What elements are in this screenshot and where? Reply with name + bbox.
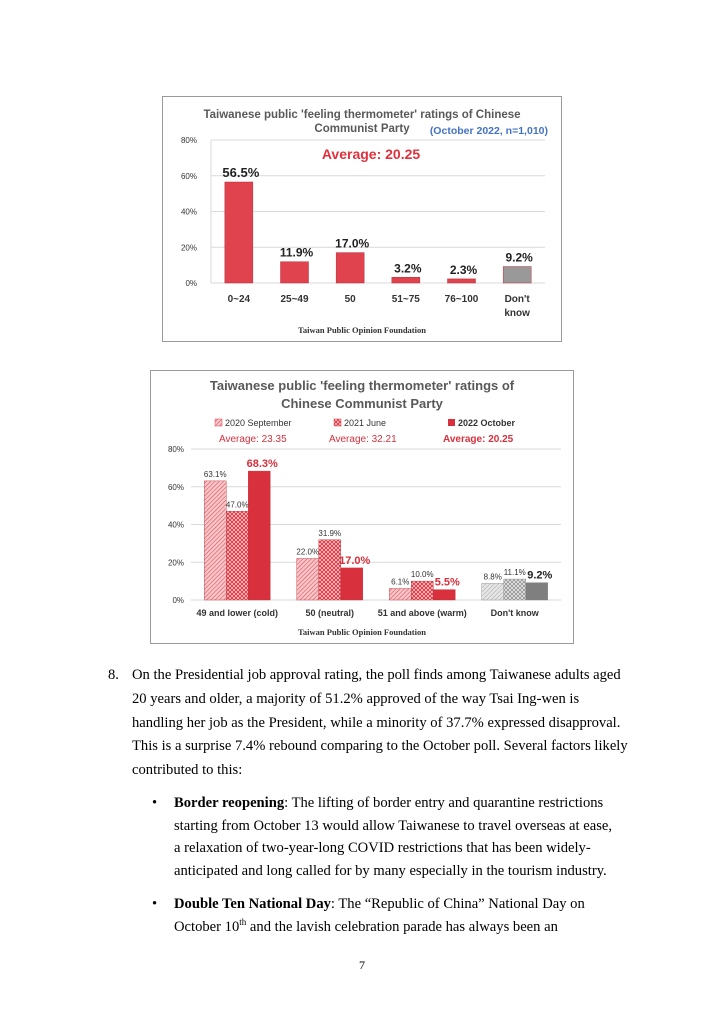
bar	[411, 581, 433, 600]
data-label: 6.1%	[391, 577, 410, 587]
legend-average-2022: Average: 20.25	[443, 434, 514, 445]
y-tick-label: 60%	[167, 482, 184, 492]
bullet-text: : The “Republic of China” National Day on October 10	[174, 896, 585, 935]
bar	[482, 583, 504, 600]
chart-2-svg	[151, 371, 573, 643]
legend-label-2022: 2022 October	[458, 418, 516, 428]
bullet-dot: •	[152, 795, 158, 811]
y-tick-label: 80%	[167, 445, 184, 454]
x-tick-label: 51 and above (warm)	[377, 608, 467, 618]
x-tick-label: know	[504, 308, 530, 319]
chart-2-y-axis	[168, 445, 184, 605]
chart-1-average-annotation: Average: 20.25	[321, 146, 421, 162]
bar	[503, 267, 531, 283]
bar	[341, 568, 363, 600]
legend-swatch-2021	[334, 419, 341, 426]
bar	[392, 277, 420, 283]
bar	[226, 511, 248, 600]
legend-average-2020: Average: 23.35	[219, 434, 287, 445]
bullet-title: Border reopening	[174, 795, 285, 811]
chart-2-x-axis	[196, 608, 539, 618]
bullet-text-continued: and the lavish celebration parade has always been an	[246, 918, 558, 935]
bar	[433, 590, 455, 600]
numbered-item-8	[108, 664, 628, 783]
x-tick-label: 25~49	[280, 294, 309, 305]
data-label: 17.0%	[335, 236, 370, 251]
bar	[225, 182, 253, 283]
x-tick-label: 50	[344, 294, 356, 305]
item-number: 8.	[108, 667, 119, 683]
data-label: 11.9%	[279, 245, 314, 260]
bar	[204, 481, 226, 600]
data-label: 9.2%	[527, 569, 553, 582]
item-8-paragraph: On the Presidential job approval rating, the poll finds among Taiwanese adults aged 20 years and older, a majority of 51.2% approved of the way Tsai Ing-wen is handling her job as the President, while a minority of 37.7% expressed disapproval. This is a surprise 7.4% rebound comparing to the October poll. Several factors likely contributed to this:	[132, 667, 628, 779]
bar	[281, 262, 309, 283]
x-tick-label: 49 and lower (cold)	[196, 608, 279, 618]
data-label: 22.0%	[296, 547, 320, 557]
data-label: 10.0%	[410, 570, 434, 580]
chart-1-source: Taiwan Public Opinion Foundation	[298, 325, 426, 335]
chart-1-title-line2: Communist Party	[314, 123, 410, 135]
data-label: 17.0%	[339, 554, 371, 567]
bar	[319, 540, 341, 600]
page-number: 7	[359, 958, 365, 972]
y-tick-label: 20%	[167, 558, 184, 568]
data-label: 68.3%	[246, 458, 278, 471]
bar	[526, 583, 548, 600]
chart-2-source: Taiwan Public Opinion Foundation	[298, 627, 426, 637]
x-tick-label: 0~24	[227, 294, 251, 305]
chart-1-y-axis	[181, 136, 197, 288]
bar	[297, 558, 319, 600]
data-label: 11.1%	[503, 568, 526, 578]
legend-swatch-2022	[448, 419, 455, 426]
legend-label-2020: 2020 September	[225, 418, 292, 428]
bar	[504, 579, 526, 600]
y-tick-label: 20%	[180, 243, 197, 253]
y-tick-label: 80%	[180, 136, 197, 145]
bar	[389, 588, 411, 600]
bullet-title: Double Ten National Day	[174, 896, 331, 912]
x-tick-label: 76~100	[444, 294, 479, 305]
bullet-text: : The lifting of border entry and quarantine restrictions starting from October 13 would allow Taiwanese to travel overseas at ease, a relaxation of two-year-long COVID restrictions that has been widely-anticipated and long called for by many especially in the tourism industry.	[174, 795, 612, 879]
bullet-superscript: th	[239, 916, 247, 927]
bar	[248, 471, 270, 600]
chart-1-svg	[163, 97, 561, 341]
bullet-item-border-reopening	[152, 792, 622, 882]
data-label: 3.2%	[394, 261, 422, 276]
data-label: 2.3%	[449, 262, 478, 277]
chart-1-subtitle: (October 2022, n=1,010)	[429, 125, 548, 137]
chart-1-bars	[225, 182, 531, 283]
data-label: 31.9%	[318, 528, 342, 538]
x-tick-label: 51~75	[391, 294, 420, 305]
bullet-dot: •	[152, 896, 158, 912]
bullet-item-double-ten	[152, 893, 622, 938]
chart-2	[150, 370, 574, 644]
data-label: 8.8%	[483, 572, 502, 582]
chart-1-value-labels	[222, 165, 533, 277]
chart-1-x-axis	[228, 294, 531, 319]
legend-swatch-2020	[215, 419, 222, 426]
y-tick-label: 0%	[172, 596, 184, 605]
chart-2-title-line1: Taiwanese public 'feeling thermometer' ratings of	[209, 378, 515, 393]
chart-1	[162, 96, 562, 342]
data-label: 5.5%	[434, 576, 460, 589]
legend-average-2021: Average: 32.21	[329, 434, 397, 445]
chart-2-title-line2: Chinese Communist Party	[281, 396, 443, 411]
y-tick-label: 0%	[185, 279, 197, 288]
y-tick-label: 40%	[167, 520, 184, 530]
legend-label-2021: 2021 June	[344, 418, 387, 428]
data-label: 56.5%	[222, 165, 260, 181]
chart-1-title-line1: Taiwanese public 'feeling thermometer' ratings of Chinese	[203, 109, 521, 121]
x-tick-label: 50 (neutral)	[305, 608, 355, 618]
bar	[448, 279, 476, 283]
chart-2-legend	[215, 418, 516, 445]
data-label: 63.1%	[203, 469, 227, 479]
y-tick-label: 40%	[180, 207, 197, 217]
x-tick-label: Don't know	[490, 608, 539, 618]
data-label: 47.0%	[225, 500, 249, 510]
bar	[336, 253, 364, 283]
y-tick-label: 60%	[180, 171, 197, 181]
data-label: 9.2%	[505, 250, 533, 265]
x-tick-label: Don't	[504, 294, 530, 305]
